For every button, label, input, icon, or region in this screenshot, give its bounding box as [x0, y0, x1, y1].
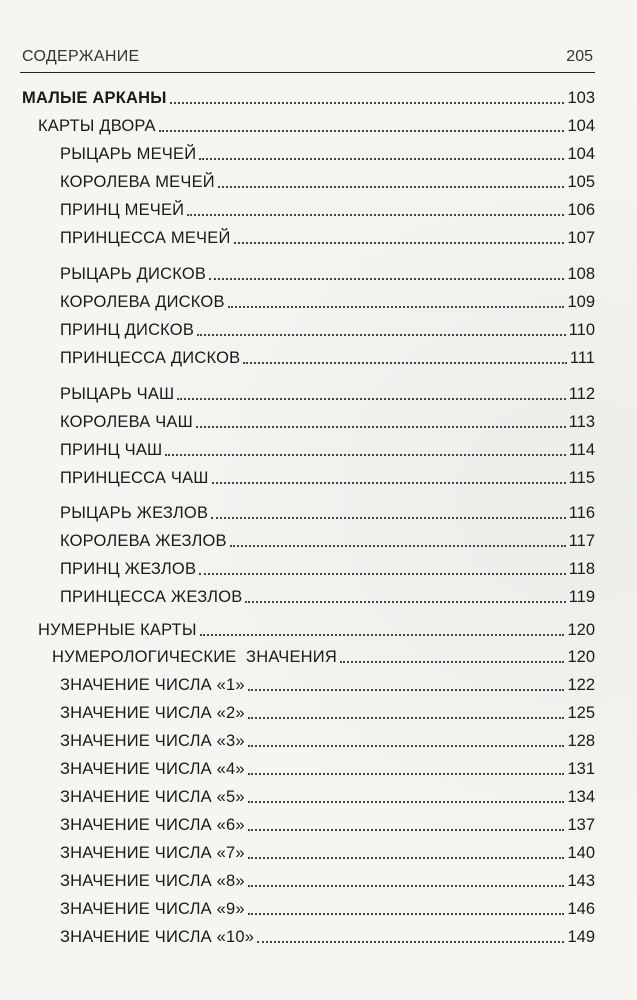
toc-dot-leader — [200, 634, 565, 636]
toc-entry-label: ПРИНЦЕССА МЕЧЕЙ — [60, 229, 231, 247]
toc-entry-label: ЗНАЧЕНИЕ ЧИСЛА «4» — [60, 760, 245, 778]
toc-dot-leader — [248, 913, 565, 915]
toc-entry-label: ЗНАЧЕНИЕ ЧИСЛА «9» — [60, 900, 245, 918]
toc-dot-leader — [248, 717, 565, 719]
toc-entry-subsection[interactable] — [60, 380, 595, 404]
toc-entry-label: ПРИНЦ ЧАШ — [60, 441, 163, 459]
toc-entry-subsection[interactable] — [60, 895, 595, 919]
toc-entry-label: КОРОЛЕВА МЕЧЕЙ — [60, 173, 215, 191]
toc-entry-subsection[interactable] — [60, 140, 595, 164]
toc-dot-leader — [257, 941, 564, 943]
toc-entry-subsection[interactable] — [60, 288, 595, 312]
header-title: СОДЕРЖАНИЕ — [22, 48, 140, 65]
toc-entry-subsection[interactable] — [60, 260, 595, 284]
toc-entry-label: ПРИНЦ ДИСКОВ — [60, 321, 195, 339]
toc-entry-label: КОРОЛЕВА ЖЕЗЛОВ — [60, 532, 227, 550]
toc-entry-label: ЗНАЧЕНИЕ ЧИСЛА «2» — [60, 704, 245, 722]
toc-dot-leader — [248, 745, 565, 747]
toc-entry-page: 116 — [568, 504, 595, 522]
toc-entry-page: 114 — [568, 441, 595, 459]
toc-entry-subsection[interactable] — [60, 316, 595, 340]
toc-entry-subsection[interactable] — [60, 555, 595, 579]
toc-entry-label: ПРИНЦЕССА ЖЕЗЛОВ — [60, 588, 243, 606]
toc-dot-leader — [159, 130, 565, 132]
toc-dot-leader — [248, 829, 565, 831]
toc-entry-page: 140 — [567, 844, 595, 862]
toc-entry-subsection[interactable] — [52, 643, 595, 667]
toc-entry-label: ПРИНЦ МЕЧЕЙ — [60, 201, 185, 219]
toc-entry-label: ПРИНЦЕССА ДИСКОВ — [60, 349, 241, 367]
toc-dot-leader — [199, 573, 566, 575]
toc-dot-leader — [234, 242, 565, 244]
toc-dot-leader — [197, 334, 566, 336]
toc-entry-subsection[interactable] — [60, 436, 595, 460]
toc-dot-leader — [248, 857, 565, 859]
toc-entry-page: 110 — [568, 321, 595, 339]
toc-entry-page: 119 — [568, 588, 595, 606]
toc-entry-label: ЗНАЧЕНИЕ ЧИСЛА «3» — [60, 732, 245, 750]
toc-dot-leader — [187, 214, 564, 216]
toc-entry-label: ЗНАЧЕНИЕ ЧИСЛА «1» — [60, 676, 245, 694]
toc-entry-page: 143 — [567, 872, 595, 890]
toc-entry-subsection[interactable] — [60, 867, 595, 891]
toc-entry-subsection[interactable] — [60, 196, 595, 220]
toc-dot-leader — [211, 517, 566, 519]
toc-dot-leader — [228, 306, 565, 308]
toc-dot-leader — [170, 102, 565, 104]
toc-entry-label: НУМЕРНЫЕ КАРТЫ — [38, 621, 197, 639]
toc-entry-subsection[interactable] — [60, 464, 595, 488]
toc-entry-subsection[interactable] — [60, 923, 595, 947]
toc-dot-leader — [245, 601, 565, 603]
toc-entry-label: КАРТЫ ДВОРА — [38, 117, 156, 135]
toc-entry-subsection[interactable] — [60, 811, 595, 835]
toc-entry-subsection[interactable] — [60, 839, 595, 863]
toc-entry-subsection[interactable] — [60, 671, 595, 695]
toc-entry-label: ЗНАЧЕНИЕ ЧИСЛА «5» — [60, 788, 245, 806]
toc-entry-page: 107 — [567, 229, 595, 247]
toc-entry-page: 109 — [567, 293, 595, 311]
toc-entry-subsection[interactable] — [60, 344, 595, 368]
toc-dot-leader — [248, 689, 565, 691]
toc-entry-page: 117 — [568, 532, 595, 550]
toc-dot-leader — [340, 661, 565, 663]
toc-entry-label: РЫЦАРЬ ДИСКОВ — [60, 265, 207, 283]
toc-dot-leader — [199, 158, 564, 160]
toc-entry-label: ЗНАЧЕНИЕ ЧИСЛА «10» — [60, 928, 255, 946]
toc-entry-subsection[interactable] — [60, 499, 595, 523]
toc-entry-label: РЫЦАРЬ ЖЕЗЛОВ — [60, 504, 209, 522]
toc-entry-section[interactable] — [22, 84, 595, 108]
toc-entry-page: 104 — [567, 145, 595, 163]
toc-entry-label: ПРИНЦ ЖЕЗЛОВ — [60, 560, 197, 578]
toc-entry-page: 131 — [567, 760, 595, 778]
toc-entry-page: 120 — [567, 621, 595, 639]
toc-dot-leader — [196, 426, 566, 428]
toc-entry-label: РЫЦАРЬ ЧАШ — [60, 385, 175, 403]
toc-entry-label: МАЛЫЕ АРКАНЫ — [22, 89, 167, 107]
header-page-number: 205 — [566, 48, 593, 65]
toc-entry-page: 134 — [567, 788, 595, 806]
toc-entry-page: 149 — [567, 928, 595, 946]
toc-entry-subsection[interactable] — [60, 527, 595, 551]
toc-entry-subsection[interactable] — [60, 699, 595, 723]
toc-dot-leader — [165, 454, 565, 456]
toc-entry-chapter[interactable] — [38, 112, 595, 136]
toc-entry-subsection[interactable] — [60, 408, 595, 432]
toc-dot-leader — [212, 482, 566, 484]
toc-entry-subsection[interactable] — [60, 168, 595, 192]
toc-entry-label: ПРИНЦЕССА ЧАШ — [60, 469, 209, 487]
toc-entry-page: 128 — [567, 732, 595, 750]
toc-entry-subsection[interactable] — [60, 755, 595, 779]
toc-entry-label: ЗНАЧЕНИЕ ЧИСЛА «7» — [60, 844, 245, 862]
toc-dot-leader — [218, 186, 565, 188]
toc-entry-page: 120 — [567, 648, 595, 666]
toc-entry-subsection[interactable] — [60, 224, 595, 248]
toc-entry-page: 146 — [567, 900, 595, 918]
toc-dot-leader — [248, 801, 565, 803]
toc-entry-page: 115 — [568, 469, 595, 487]
toc-entry-label: ЗНАЧЕНИЕ ЧИСЛА «6» — [60, 816, 245, 834]
toc-entry-page: 104 — [567, 117, 595, 135]
toc-entry-page: 106 — [567, 201, 595, 219]
toc-entry-subsection[interactable] — [60, 727, 595, 751]
toc-entry-page: 105 — [567, 173, 595, 191]
toc-entry-page: 137 — [567, 816, 595, 834]
running-header — [20, 46, 595, 73]
toc-dot-leader — [209, 278, 564, 280]
toc-dot-leader — [248, 885, 565, 887]
toc-entry-label: КОРОЛЕВА ДИСКОВ — [60, 293, 225, 311]
toc-entry-page: 111 — [569, 349, 595, 367]
toc-entry-page: 125 — [567, 704, 595, 722]
toc-entry-page: 118 — [568, 560, 595, 578]
toc-entry-label: РЫЦАРЬ МЕЧЕЙ — [60, 145, 197, 163]
toc-entry-page: 113 — [568, 413, 595, 431]
toc-entry-subsection[interactable] — [60, 783, 595, 807]
toc-entry-chapter[interactable] — [38, 616, 595, 640]
toc-dot-leader — [177, 398, 565, 400]
toc-dot-leader — [230, 545, 566, 547]
toc-entry-label: КОРОЛЕВА ЧАШ — [60, 413, 193, 431]
toc-dot-leader — [248, 773, 565, 775]
toc-entry-subsection[interactable] — [60, 583, 595, 607]
toc-entry-page: 103 — [567, 89, 595, 107]
toc-dot-leader — [243, 362, 567, 364]
toc-entry-label: НУМЕРОЛОГИЧЕСКИЕ ЗНАЧЕНИЯ — [52, 648, 337, 666]
toc-entry-label: ЗНАЧЕНИЕ ЧИСЛА «8» — [60, 872, 245, 890]
toc-entry-page: 122 — [567, 676, 595, 694]
toc-entry-page: 108 — [567, 265, 595, 283]
toc-entry-page: 112 — [568, 385, 595, 403]
